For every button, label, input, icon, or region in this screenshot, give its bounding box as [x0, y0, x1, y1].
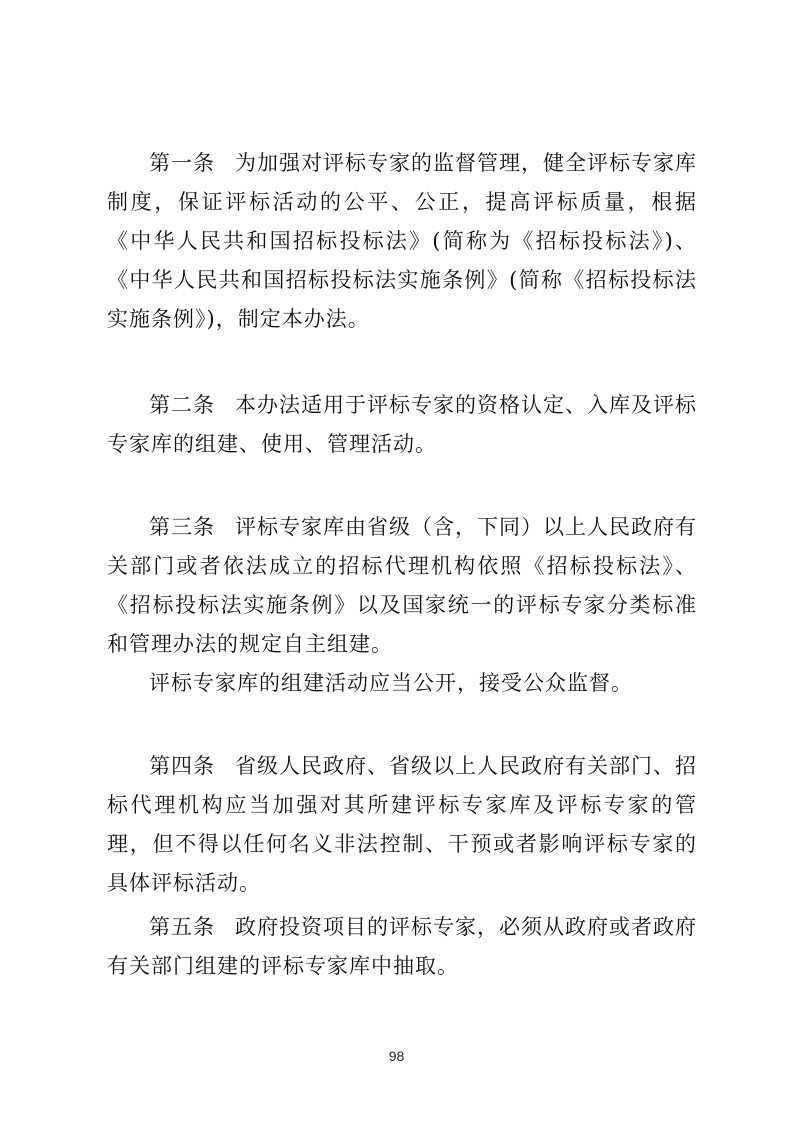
- article-4-text: 省级人民政府、省级以上人民政府有关部门、招标代理机构应当加强对其所建评标专家库及评标专家的管理，但不得以任何名义非法控制、干预或者影响评标专家的具体评标活动。: [107, 754, 697, 895]
- article-4-number: 第四条: [149, 754, 215, 778]
- article-3: [107, 508, 697, 664]
- article-5-text: 政府投资项目的评标专家，必须从政府或者政府有关部门组建的评标专家库中抽取。: [107, 915, 697, 978]
- article-1-paragraph: [107, 144, 697, 339]
- article-1-text: 为加强对评标专家的监督管理，健全评标专家库制度，保证评标活动的公平、公正，提高评标质量，根据《中华人民共和国招标投标法》(简称为《招标投标法》)、《中华人民共和国招标投标法实施条例》(简称《招标投标法实施条例》)，制定本办法。: [107, 151, 697, 331]
- article-2: [107, 386, 697, 464]
- article-3-paragraph: [107, 508, 697, 664]
- article-2-text: 本办法适用于评标专家的资格认定、入库及评标专家库的组建、使用、管理活动。: [107, 393, 697, 456]
- article-4: [107, 747, 697, 903]
- article-4-paragraph: [107, 747, 697, 903]
- article-3-second-paragraph: [107, 664, 697, 703]
- page-number: 98: [388, 1048, 405, 1064]
- article-2-number: 第二条: [149, 393, 215, 417]
- article-5-number: 第五条: [149, 915, 215, 939]
- article-2-paragraph: [107, 386, 697, 464]
- article-1-number: 第一条: [149, 151, 215, 175]
- article-5: [107, 908, 697, 986]
- article-3-number: 第三条: [149, 515, 215, 539]
- article-1: [107, 144, 697, 339]
- article-5-paragraph: [107, 908, 697, 986]
- article-3-extra-text: 评标专家库的组建活动应当公开，接受公众监督。: [149, 671, 633, 695]
- article-3-text: 评标专家库由省级（含，下同）以上人民政府有关部门或者依法成立的招标代理机构依照《招标投标法》、《招标投标法实施条例》以及国家统一的评标专家分类标准和管理办法的规定自主组建。: [107, 515, 697, 656]
